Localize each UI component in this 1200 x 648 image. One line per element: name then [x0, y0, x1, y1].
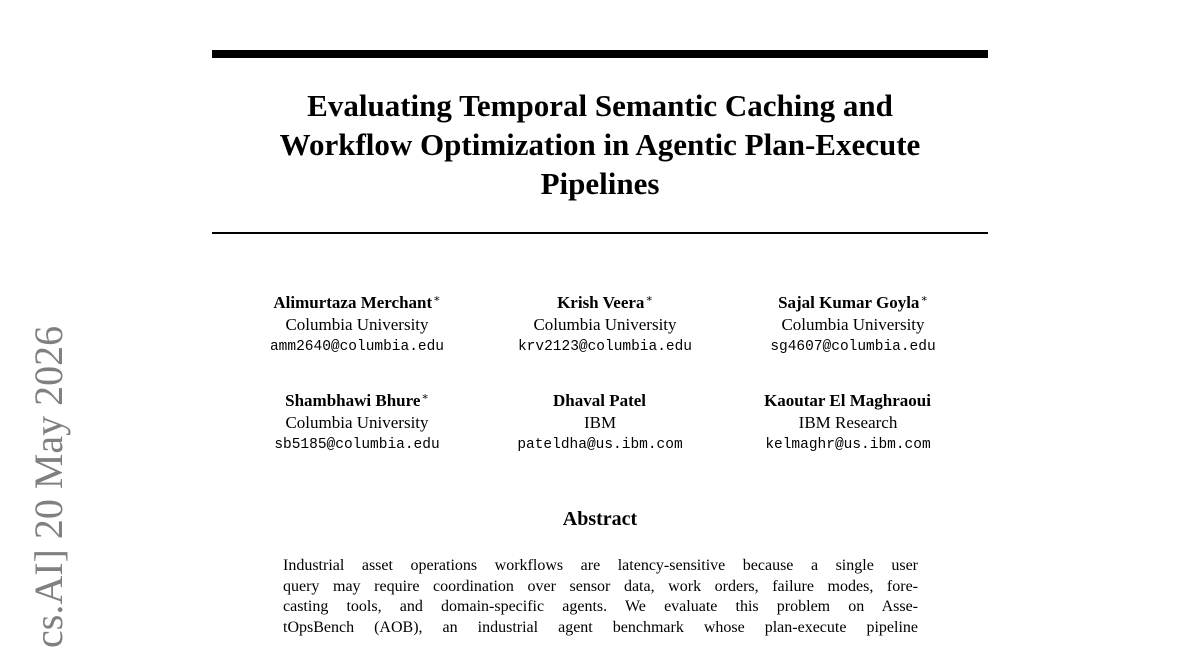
author-name: Krish Veera∗ — [557, 293, 653, 312]
abstract-body — [283, 556, 918, 639]
author-affiliation: IBM Research — [798, 413, 898, 432]
author-email: pateldha@us.ibm.com — [517, 437, 683, 453]
equal-contribution-mark: ∗ — [645, 293, 653, 305]
paper-title — [212, 86, 988, 203]
author-block — [470, 386, 730, 456]
title-line: Evaluating Temporal Semantic Caching and — [307, 88, 893, 123]
author-block — [475, 288, 735, 358]
author-name: Shambhawi Bhure∗ — [285, 391, 429, 410]
author-name: Kaoutar El Maghraoui — [764, 391, 931, 410]
equal-contribution-mark: ∗ — [920, 293, 928, 305]
author-email: sb5185@columbia.edu — [274, 437, 440, 453]
author-email: sg4607@columbia.edu — [770, 339, 936, 355]
abstract-line: Industrial asset operations workflows are latency-sensitive because a single user — [283, 557, 918, 574]
author-affiliation: IBM — [583, 413, 617, 432]
equal-contribution-mark: ∗ — [421, 391, 429, 403]
author-email: amm2640@columbia.edu — [269, 339, 445, 355]
title-top-rule — [212, 50, 988, 58]
title-bottom-rule — [212, 232, 988, 234]
title-line: Pipelines — [540, 166, 660, 201]
author-block — [227, 288, 487, 358]
abstract-line: query may require coordination over sensor data, work orders, failure modes, fore- — [283, 577, 918, 595]
abstract-line: tOpsBench (AOB), an industrial agent benchmark whose plan-execute pipeline — [283, 619, 918, 637]
author-affiliation: Columbia University — [285, 413, 429, 432]
abstract-line: casting tools, and domain-specific agents. We evaluate this problem on Asse- — [283, 598, 918, 616]
author-email: krv2123@columbia.edu — [517, 339, 693, 355]
author-name: Alimurtaza Merchant∗ — [273, 293, 441, 312]
equal-contribution-mark: ∗ — [433, 293, 441, 305]
author-email: kelmaghr@us.ibm.com — [765, 437, 931, 453]
title-line: Workflow Optimization in Agentic Plan-Execute — [279, 127, 921, 162]
author-name: Dhaval Patel — [552, 391, 647, 410]
author-affiliation: Columbia University — [285, 315, 429, 334]
arxiv-margin-stamp: cs.AI] 20 May 2026 — [26, 325, 71, 648]
author-affiliation: Columbia University — [533, 315, 677, 334]
abstract-heading: Abstract — [562, 508, 638, 530]
author-block — [227, 386, 487, 456]
author-block — [718, 386, 978, 456]
author-affiliation: Columbia University — [781, 315, 925, 334]
author-block — [723, 288, 983, 358]
author-name: Sajal Kumar Goyla∗ — [778, 293, 928, 312]
